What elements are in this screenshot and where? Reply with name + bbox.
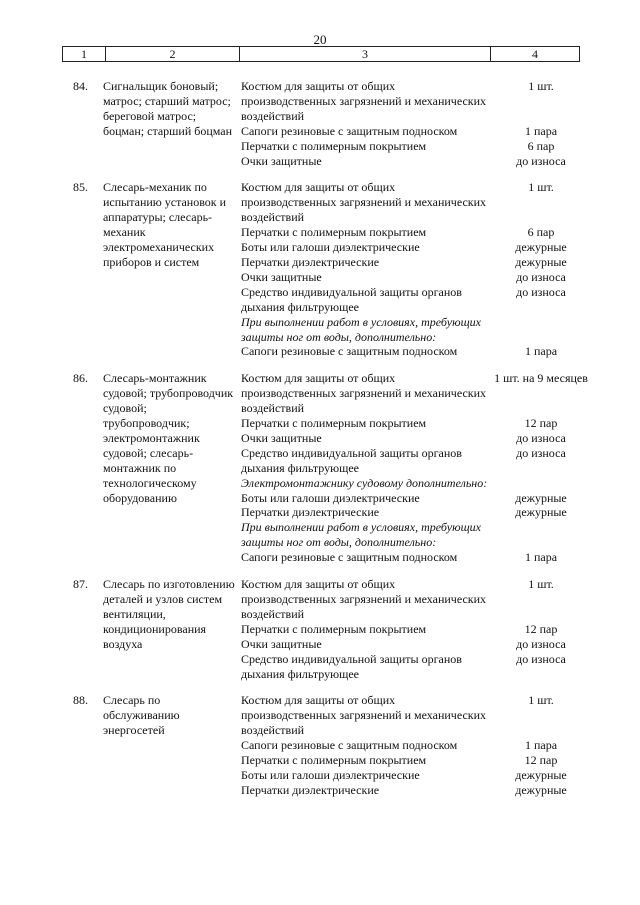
column-header-2: 2 — [106, 47, 240, 62]
equipment-list — [241, 79, 591, 168]
equipment-row — [241, 285, 591, 315]
issue-quantity: 1 пара — [524, 123, 558, 138]
equipment-item: Перчатки диэлектрические — [241, 505, 380, 520]
issue-quantity: 1 пара — [524, 738, 558, 753]
entry — [0, 180, 640, 359]
equipment-row — [241, 550, 591, 565]
equipment-list — [241, 577, 591, 681]
equipment-row — [241, 255, 591, 270]
condition-note-row — [241, 476, 591, 491]
issue-quantity: до износа — [516, 153, 566, 168]
equipment-item: Перчатки диэлектрические — [241, 254, 380, 269]
equipment-item: Боты или галоши диэлектрические — [241, 240, 420, 255]
issue-quantity: 1 шт. — [528, 180, 554, 195]
equipment-item: Костюм для защиты от общих производственных загрязнений и механических воздействий — [241, 577, 487, 621]
issue-quantity: до износа — [516, 269, 566, 284]
profession-name: Слесарь-механик по испытанию установок и аппаратуры; слесарь-механик электромеханических приборов и систем — [103, 180, 227, 269]
equipment-item: Сапоги резиновые с защитным подноском — [241, 550, 458, 565]
issue-quantity: дежурные — [515, 254, 567, 269]
profession-name: Сигнальщик боновый; матрос; старший матрос; береговой матрос; боцман; старший боцман — [103, 79, 233, 138]
entry-number: 84. — [73, 79, 88, 93]
issue-quantity: 1 шт. — [528, 79, 554, 93]
equipment-item: Перчатки с полимерным покрытием — [241, 753, 427, 768]
condition-note: Электромонтажнику судовому дополнительно: — [241, 475, 488, 490]
equipment-item: Сапоги резиновые с защитным подноском — [241, 738, 458, 753]
equipment-row — [241, 505, 591, 520]
equipment-row — [241, 139, 591, 154]
issue-quantity: 1 шт. — [528, 577, 554, 592]
issue-quantity: дежурные — [515, 767, 567, 782]
issue-quantity: дежурные — [515, 240, 567, 255]
equipment-row — [241, 79, 591, 124]
column-header-4: 4 — [491, 47, 580, 62]
column-header-table — [62, 46, 580, 62]
equipment-row — [241, 768, 591, 783]
equipment-row — [241, 577, 591, 622]
equipment-row — [241, 344, 591, 359]
equipment-item: Средство индивидуальной защиты органов дыхания фильтрующее — [241, 651, 462, 681]
equipment-row — [241, 154, 591, 169]
equipment-item: Перчатки с полимерным покрытием — [241, 225, 427, 240]
equipment-item: Боты или галоши диэлектрические — [241, 490, 420, 505]
entry-number: 88. — [73, 693, 88, 708]
issue-quantity: до износа — [516, 284, 566, 299]
condition-note: При выполнении работ в условиях, требующих защиты ног от воды, дополнительно: — [241, 314, 481, 344]
profession-name: Слесарь по изготовлению деталей и узлов систем вентиляции, кондиционирования воздуха — [103, 577, 235, 651]
entry — [0, 79, 640, 168]
entry-number: 87. — [73, 577, 88, 592]
condition-note: При выполнении работ в условиях, требующих защиты ног от воды, дополнительно: — [241, 520, 481, 550]
equipment-item: Очки защитные — [241, 153, 322, 168]
equipment-row — [241, 753, 591, 768]
equipment-row — [241, 652, 591, 682]
issue-quantity: 1 шт. на 9 месяцев — [494, 371, 588, 386]
issue-quantity — [491, 520, 591, 550]
entry — [0, 693, 640, 797]
equipment-row — [241, 240, 591, 255]
equipment-item: Костюм для защиты от общих производственных загрязнений и механических воздействий — [241, 180, 487, 225]
entry-number: 85. — [73, 180, 88, 195]
equipment-row — [241, 491, 591, 506]
profession-name: Слесарь-монтажник судовой; трубопроводчик судовой; трубопроводчик; электромонтажник судовой; слесарь-монтажник по технологическому оборудованию — [103, 371, 234, 505]
issue-quantity: 1 шт. — [528, 693, 554, 708]
equipment-row — [241, 124, 591, 139]
issue-quantity: дежурные — [515, 505, 567, 520]
issue-quantity: до износа — [516, 445, 566, 460]
issue-quantity: 6 пар — [527, 225, 555, 240]
equipment-list — [241, 180, 591, 359]
issue-quantity: 12 пар — [524, 621, 558, 636]
equipment-item: Перчатки с полимерным покрытием — [241, 621, 427, 636]
entry — [0, 371, 640, 565]
column-header-3: 3 — [240, 47, 491, 62]
equipment-item: Боты или галоши диэлектрические — [241, 767, 420, 782]
equipment-item: Средство индивидуальной защиты органов дыхания фильтрующее — [241, 284, 462, 314]
page-number: 20 — [313, 32, 327, 47]
equipment-row — [241, 431, 591, 446]
equipment-row — [241, 446, 591, 476]
equipment-item: Средство индивидуальной защиты органов дыхания фильтрующее — [241, 445, 462, 475]
equipment-item: Костюм для защиты от общих производственных загрязнений и механических воздействий — [241, 693, 487, 738]
condition-note-row — [241, 520, 591, 550]
equipment-row — [241, 416, 591, 431]
issue-quantity: 1 пара — [524, 344, 558, 359]
equipment-item: Очки защитные — [241, 269, 322, 284]
equipment-item: Костюм для защиты от общих производственных загрязнений и механических воздействий — [241, 79, 487, 123]
condition-note-row — [241, 315, 591, 345]
issue-quantity: до износа — [516, 430, 566, 445]
column-header-1: 1 — [63, 47, 106, 62]
equipment-list — [241, 693, 591, 797]
issue-quantity: 1 пара — [524, 550, 558, 565]
equipment-row — [241, 622, 591, 637]
entries-list — [0, 79, 640, 810]
equipment-item: Костюм для защиты от общих производственных загрязнений и механических воздействий — [241, 371, 487, 416]
equipment-row — [241, 371, 591, 416]
profession-name: Слесарь по обслуживанию энергосетей — [103, 693, 180, 738]
equipment-list — [241, 371, 591, 565]
equipment-item: Сапоги резиновые с защитным подноском — [241, 344, 458, 359]
equipment-item: Сапоги резиновые с защитным подноском — [241, 123, 458, 138]
entry — [0, 577, 640, 681]
issue-quantity — [491, 476, 591, 491]
equipment-row — [241, 225, 591, 240]
equipment-row — [241, 270, 591, 285]
issue-quantity: дежурные — [515, 782, 567, 797]
issue-quantity: 12 пар — [524, 416, 558, 431]
issue-quantity: 6 пар — [527, 138, 555, 153]
issue-quantity: до износа — [516, 651, 566, 666]
issue-quantity — [491, 315, 591, 345]
equipment-item: Очки защитные — [241, 636, 322, 651]
equipment-row — [241, 783, 591, 798]
issue-quantity: до износа — [516, 636, 566, 651]
equipment-row — [241, 738, 591, 753]
equipment-item: Перчатки с полимерным покрытием — [241, 416, 427, 431]
column-header-row — [63, 47, 580, 62]
issue-quantity: 12 пар — [524, 753, 558, 768]
equipment-item: Очки защитные — [241, 430, 322, 445]
equipment-row — [241, 693, 591, 738]
equipment-row — [241, 180, 591, 225]
equipment-item: Перчатки диэлектрические — [241, 782, 380, 797]
equipment-item: Перчатки с полимерным покрытием — [241, 138, 427, 153]
entry-number: 86. — [73, 371, 88, 386]
issue-quantity: дежурные — [515, 490, 567, 505]
equipment-row — [241, 637, 591, 652]
